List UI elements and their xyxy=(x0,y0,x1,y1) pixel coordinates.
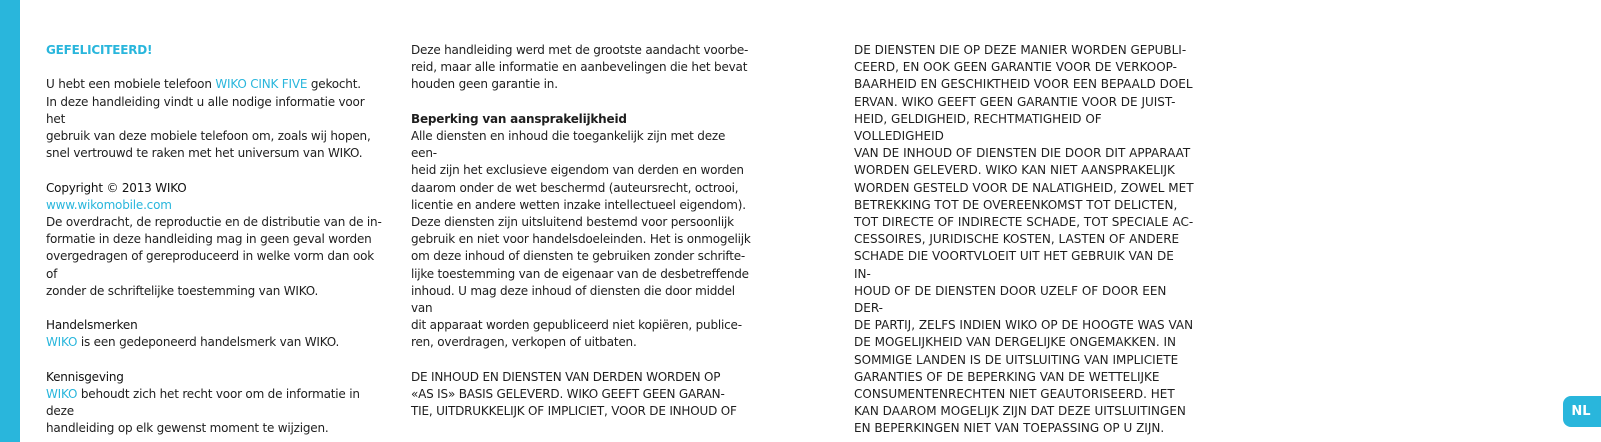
caps-line: «AS IS» BASIS GELEVERD. WIKO GEEFT GEEN GARAN- xyxy=(411,387,725,402)
body-line: dit apparaat worden gepubliceerd niet kopiëren, publice- xyxy=(411,318,742,333)
body-line: inhoud. U mag deze inhoud of diensten die door middel van xyxy=(411,283,735,316)
column-3 xyxy=(854,42,1194,438)
copyright-line: formatie in deze handleiding mag in geen geval worden xyxy=(46,232,372,247)
left-edge-bar xyxy=(0,0,20,442)
caps-line: CESSOIRES, JURIDISCHE KOSTEN, LASTEN OF ANDERE xyxy=(854,232,1180,247)
caps-line: ERVAN. WIKO GEEFT GEEN GARANTIE VOOR DE JUIST- xyxy=(854,94,1176,109)
body-line: lijke toestemming van de eigenaar van de desbetreffende xyxy=(411,266,749,281)
caps-line: TOT DIRECTE OF INDIRECTE SCHADE, TOT SPECIALE AC- xyxy=(854,215,1194,230)
body-line: ren, overdragen, verkopen of uitbaten. xyxy=(411,335,637,350)
body-line: daarom onder de wet beschermd (auteursrecht, octrooi, xyxy=(411,180,739,195)
copyright-line: zonder de schriftelijke toestemming van WIKO. xyxy=(46,283,319,298)
website-link[interactable]: www.wikomobile.com xyxy=(46,197,172,212)
caps-line: DE PARTIJ, ZELFS INDIEN WIKO OP DE HOOGTE WAS VAN xyxy=(854,318,1194,333)
caps-line: EN BEPERKINGEN NIET VAN TOEPASSING OP U ZIJN. xyxy=(854,421,1165,436)
notice-line xyxy=(46,386,386,420)
intro-line: gebruik van deze mobiele telefoon om, zoals wij hopen, xyxy=(46,129,371,143)
copyright-line: De overdracht, de reproductie en de distributie van de in- xyxy=(46,215,382,229)
trademarks-line xyxy=(46,334,386,351)
caps-line: DE INHOUD EN DIENSTEN VAN DERDEN WORDEN OP xyxy=(411,369,721,384)
body-line: Alle diensten en inhoud die toegankelijk zijn met deze een- xyxy=(411,129,726,161)
body-line: houden geen garantie in. xyxy=(411,77,558,92)
caps-line: HOUD OF DE DIENSTEN DOOR UZELF OF DOOR EEN DER- xyxy=(854,283,1167,316)
caps-line: HEID, GELDIGHEID, RECHTMATIGHEID OF VOLLEDIGHEID xyxy=(854,111,1102,144)
caps-line: WORDEN GELEVERD. WIKO KAN NIET AANSPRAKELIJK xyxy=(854,163,1175,178)
liability-title: Beperking van aansprakelijkheid xyxy=(411,111,627,126)
caps-line: SOMMIGE LANDEN IS DE UITSLUITING VAN IMPLICIETE xyxy=(854,352,1179,367)
copyright-title: Copyright © 2013 WIKO xyxy=(46,180,187,195)
caps-line: DE MOGELIJKHEID VAN DERGELIJKE ONGEMAKKEN. IN xyxy=(854,335,1176,350)
caps-line: WORDEN GESTELD VOOR DE NALATIGHEID, ZOWEL MET xyxy=(854,180,1194,195)
trademarks-title: Handelsmerken xyxy=(46,318,138,333)
body-line: Deze handleiding werd met de grootste aandacht voorbe- xyxy=(411,43,749,57)
caps-line: SCHADE DIE VOORTVLOEIT UIT HET GEBRUIK VAN DE IN- xyxy=(854,249,1174,281)
intro-first-line xyxy=(46,76,386,93)
body-line: heid zijn het exclusieve eigendom van derden en worden xyxy=(411,163,744,178)
language-label: NL xyxy=(1571,404,1591,419)
intro-text: U hebt een mobiele telefoon xyxy=(46,77,216,92)
body-line: gebruik en niet voor handelsdoeleinden. Het is onmogelijk xyxy=(411,232,751,247)
body-line: reid, maar alle informatie en aanbevelingen die het bevat xyxy=(411,60,748,75)
notice-line-2: handleiding op elk gewenst moment te wijzigen. xyxy=(46,421,329,436)
body-line: Deze diensten zijn uitsluitend bestemd voor persoonlijk xyxy=(411,215,734,230)
trademarks-text: is een gedeponeerd handelsmerk van WIKO. xyxy=(77,335,340,350)
brand-name: WIKO xyxy=(46,335,78,350)
body-line: licentie en andere wetten inzake intellectueel eigendom). xyxy=(411,197,746,212)
body-line: om deze inhoud of diensten te gebruiken zonder schrifte- xyxy=(411,249,746,264)
column-1 xyxy=(46,42,386,438)
brand-name: WIKO xyxy=(46,387,78,401)
congrats-heading: GEFELICITEERD! xyxy=(46,43,153,57)
copyright-line: overgedragen of gereproduceerd in welke vorm dan ook of xyxy=(46,249,374,281)
caps-line: GARANTIES OF DE BEPERKING VAN DE WETTELIJKE xyxy=(854,369,1160,384)
notice-text: behoudt zich het recht voor om de informatie in deze xyxy=(46,387,360,419)
caps-line: VAN DE INHOUD OF DIENSTEN DIE DOOR DIT APPARAAT xyxy=(854,146,1191,161)
notice-title: Kennisgeving xyxy=(46,369,124,384)
product-name: WIKO CINK FIVE xyxy=(215,77,308,92)
language-tab[interactable] xyxy=(1563,396,1601,427)
caps-line: DE DIENSTEN DIE OP DEZE MANIER WORDEN GEPUBLI- xyxy=(854,43,1187,57)
caps-line: CEERD, EN OOK GEEN GARANTIE VOOR DE VERKOOP- xyxy=(854,60,1177,75)
caps-line: BAARHEID EN GESCHIKTHEID VOOR EEN BEPAALD DOEL xyxy=(854,77,1193,92)
caps-line: KAN DAAROM MOGELIJK ZIJN DAT DEZE UITSLUITINGEN xyxy=(854,404,1186,419)
caps-line: CONSUMENTENRECHTEN NIET GEAUTORISEERD. HET xyxy=(854,387,1175,402)
caps-line: TIE, UITDRUKKELIJK OF IMPLICIET, VOOR DE INHOUD OF xyxy=(411,404,737,419)
intro-line: snel vertrouwd te raken met het universum van WIKO. xyxy=(46,146,363,161)
caps-line: BETREKKING TOT DE OVEREENKOMST TOT DELICTEN, xyxy=(854,197,1178,212)
intro-text-end: gekocht. xyxy=(307,77,361,92)
column-2 xyxy=(411,42,751,420)
intro-line: In deze handleiding vindt u alle nodige informatie voor het xyxy=(46,94,365,126)
